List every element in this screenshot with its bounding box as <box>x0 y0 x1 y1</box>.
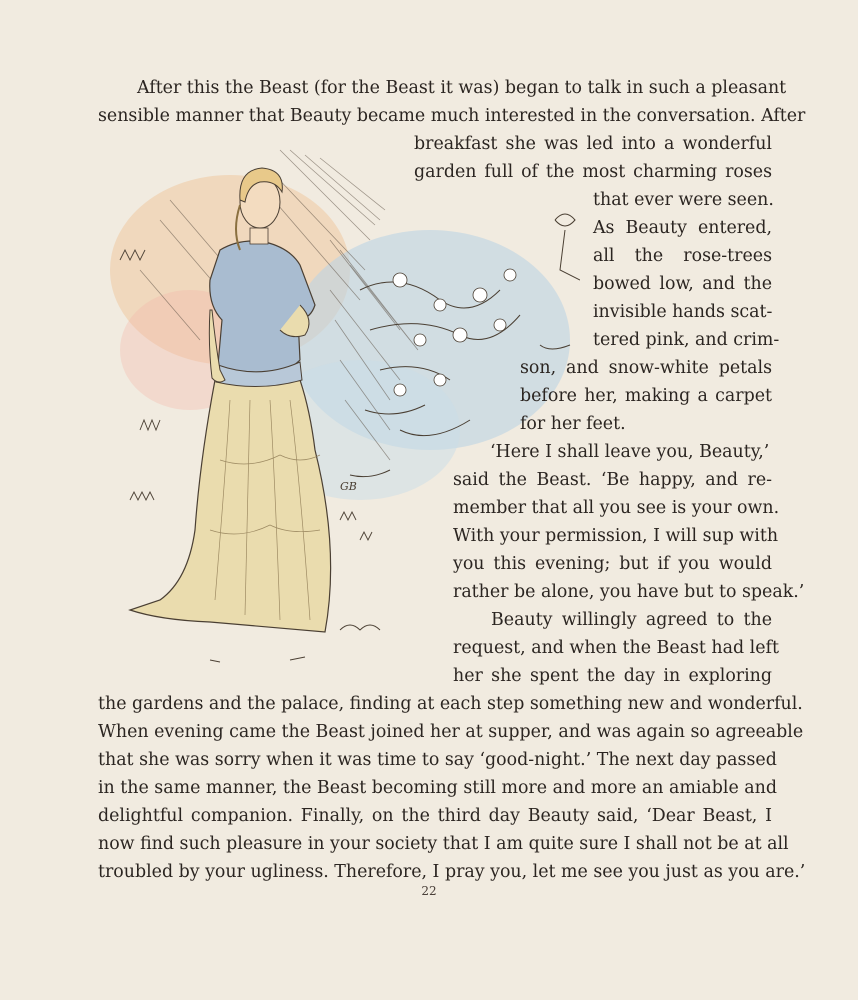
text-line: that she was sorry when it was time to say ‘good-night.’ The next day passed <box>98 750 777 770</box>
text-line: son, and snow-white petals <box>520 358 772 378</box>
text-line: delightful companion. Finally, on the third day Beauty said, ‘Dear Beast, I <box>98 806 772 826</box>
text-line: request, and when the Beast had left <box>453 638 779 658</box>
text-line: for her feet. <box>520 414 626 434</box>
text-line: bowed low, and the <box>593 274 772 294</box>
text-line: When evening came the Beast joined her at supper, and was again so agreeable <box>98 722 804 742</box>
text-line: before her, making a carpet <box>520 386 772 406</box>
text-line: After this the Beast (for the Beast it was) began to talk in such a pleasant <box>137 78 787 98</box>
text-line: breakfast she was led into a wonderful <box>414 134 772 154</box>
text-line: As Beauty entered, <box>593 218 772 238</box>
svg-text:GB: GB <box>340 480 357 493</box>
text-line: garden full of the most charming roses <box>414 162 772 182</box>
text-line: that ever were seen. <box>593 190 774 210</box>
text-line: ‘Here I shall leave you, Beauty,’ <box>490 442 770 462</box>
text-line: all the rose-trees <box>593 246 772 266</box>
text-line: you this evening; but if you would <box>453 554 772 574</box>
text-line: rather be alone, you have but to speak.’ <box>453 582 805 602</box>
text-line: With your permission, I will sup with <box>453 526 779 546</box>
page-number: 22 <box>421 884 437 898</box>
text-line: tered pink, and crim- <box>593 330 780 350</box>
text-line: Beauty willingly agreed to the <box>491 610 772 630</box>
text-line: invisible hands scat- <box>593 302 773 322</box>
text-line: said the Beast. ‘Be happy, and re- <box>453 470 772 490</box>
text-line: member that all you see is your own. <box>453 498 780 518</box>
text-line: troubled by your ugliness. Therefore, I pray you, let me see you just as you are.’ <box>98 862 806 882</box>
text-line: now find such pleasure in your society that I am quite sure I shall not be at all <box>98 834 789 854</box>
text-line: in the same manner, the Beast becoming still more and more an amiable and <box>98 778 777 798</box>
text-line: the gardens and the palace, finding at each step something new and wonderful. <box>98 694 803 714</box>
text-line: sensible manner that Beauty became much interested in the conversation. After <box>98 106 806 126</box>
text-line: her she spent the day in exploring <box>453 666 772 686</box>
